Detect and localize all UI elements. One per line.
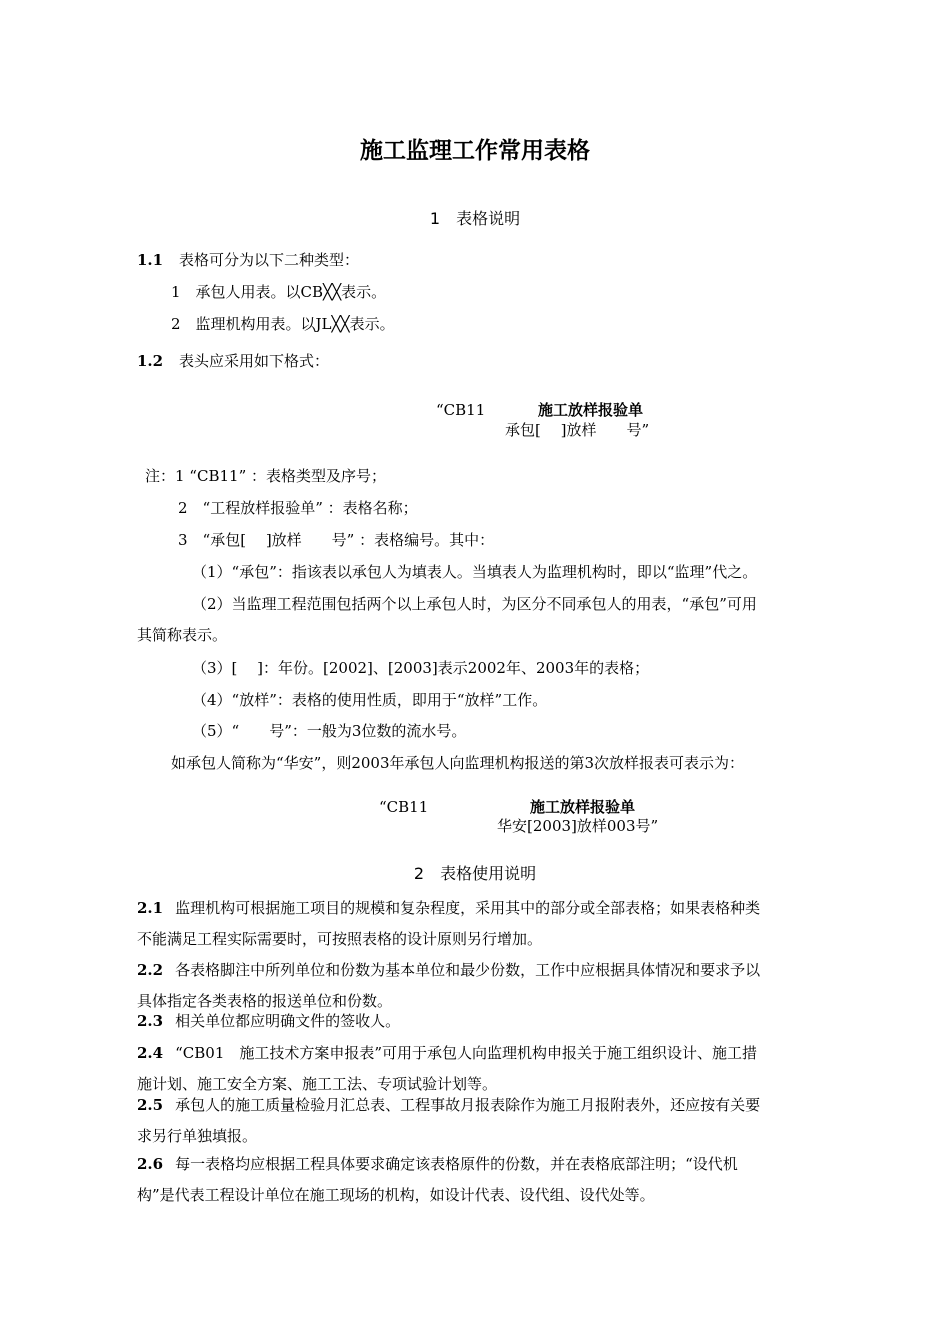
- item-text: 表格可分为以下二种类型：: [179, 251, 360, 269]
- item-number: 1.1: [137, 251, 164, 269]
- example-1-number: 承包[ ]放样 号”: [505, 421, 650, 439]
- item-text: 相关单位都应明确文件的签收人。: [175, 1012, 401, 1030]
- item-number: 2.4: [137, 1044, 164, 1062]
- note-2: 2 “工程放样报验单” ：表格名称；: [178, 499, 418, 517]
- section-2-heading: 2 表格使用说明: [413, 864, 537, 883]
- item-text: 承包人的施工质量检验月汇总表、工程事故月报表除作为施工月报附表外，还应按有关要: [175, 1096, 761, 1114]
- item-number: 1.2: [137, 352, 164, 370]
- example-2-name: 施工放样报验单: [530, 798, 636, 816]
- item-number: 2.5: [137, 1096, 164, 1114]
- sub-note-5: （5）“ 号”：一般为3位数的流水号。: [192, 722, 467, 740]
- type-2: 2 监理机构用表。以JL╳╳表示。: [171, 315, 395, 333]
- sub-note-3: （3）[ ]：年份。[2002]、[2003]表示2002年、2003年的表格；: [192, 659, 650, 677]
- sub-note-1: （1）“承包”：指该表以承包人为填表人。当填表人为监理机构时，即以“监理”代之。: [192, 563, 758, 581]
- item-number: 2.3: [137, 1012, 164, 1030]
- item-text: “CB01 施工技术方案申报表”可用于承包人向监理机构申报关于施工组织设计、施工措: [175, 1044, 758, 1062]
- item-text: 各表格脚注中所列单位和份数为基本单位和最少份数，工作中应根据具体情况和要求予以: [175, 961, 761, 979]
- document-title: 施工监理工作常用表格: [360, 138, 590, 164]
- item-text-continued: 施计划、施工安全方案、施工工法、专项试验计划等。: [137, 1075, 498, 1093]
- example-2-code: “CB11: [379, 798, 429, 816]
- example-2-number: 华安[2003]放样003号”: [497, 817, 659, 835]
- note-1: 注：1 “CB11” ：表格类型及序号；: [145, 467, 387, 485]
- sub-note-2-line-1: （2）当监理工程范围包括两个以上承包人时，为区分不同承包人的用表，“承包”可用: [192, 595, 757, 613]
- item-number: 2.1: [137, 899, 164, 917]
- item-1-2: [137, 350, 329, 372]
- note-3: 3 “承包[ ]放样 号” ：表格编号。其中：: [178, 531, 495, 549]
- sub-note-4: （4）“放样”：表格的使用性质，即用于“放样”工作。: [192, 691, 548, 709]
- item-text: 每一表格均应根据工程具体要求确定该表格原件的份数，并在表格底部注明；“设代机: [175, 1155, 738, 1173]
- item-number: 2.6: [137, 1155, 164, 1173]
- item-1-1: [137, 249, 359, 271]
- item-2-5: [137, 1090, 837, 1152]
- item-text: 表头应采用如下格式：: [179, 352, 330, 370]
- item-text-continued: 构”是代表工程设计单位在施工现场的机构，如设计代表、设代组、设代处等。: [137, 1186, 655, 1204]
- item-2-1: [137, 893, 837, 955]
- item-2-6: [137, 1149, 837, 1211]
- item-text: 监理机构可根据施工项目的规模和复杂程度，采用其中的部分或全部表格；如果表格种类: [175, 899, 761, 917]
- item-text-continued: 求另行单独填报。: [137, 1127, 258, 1145]
- item-text-continued: 不能满足工程实际需要时，可按照表格的设计原则另行增加。: [137, 930, 543, 948]
- example-1-name: 施工放样报验单: [538, 401, 644, 419]
- item-2-3: [137, 1006, 837, 1037]
- section-1-heading: 1 表格说明: [429, 209, 521, 228]
- type-1: 1 承包人用表。以CB╳╳表示。: [171, 283, 387, 301]
- item-number: 2.2: [137, 961, 164, 979]
- example-1-code: “CB11: [436, 401, 486, 419]
- example-explanation: 如承包人简称为“华安”，则2003年承包人向监理机构报送的第3次放样报表可表示为：: [171, 754, 745, 772]
- item-text-continued: 具体指定各类表格的报送单位和份数。: [137, 992, 393, 1010]
- sub-note-2-line-2: 其简称表示。: [137, 626, 228, 644]
